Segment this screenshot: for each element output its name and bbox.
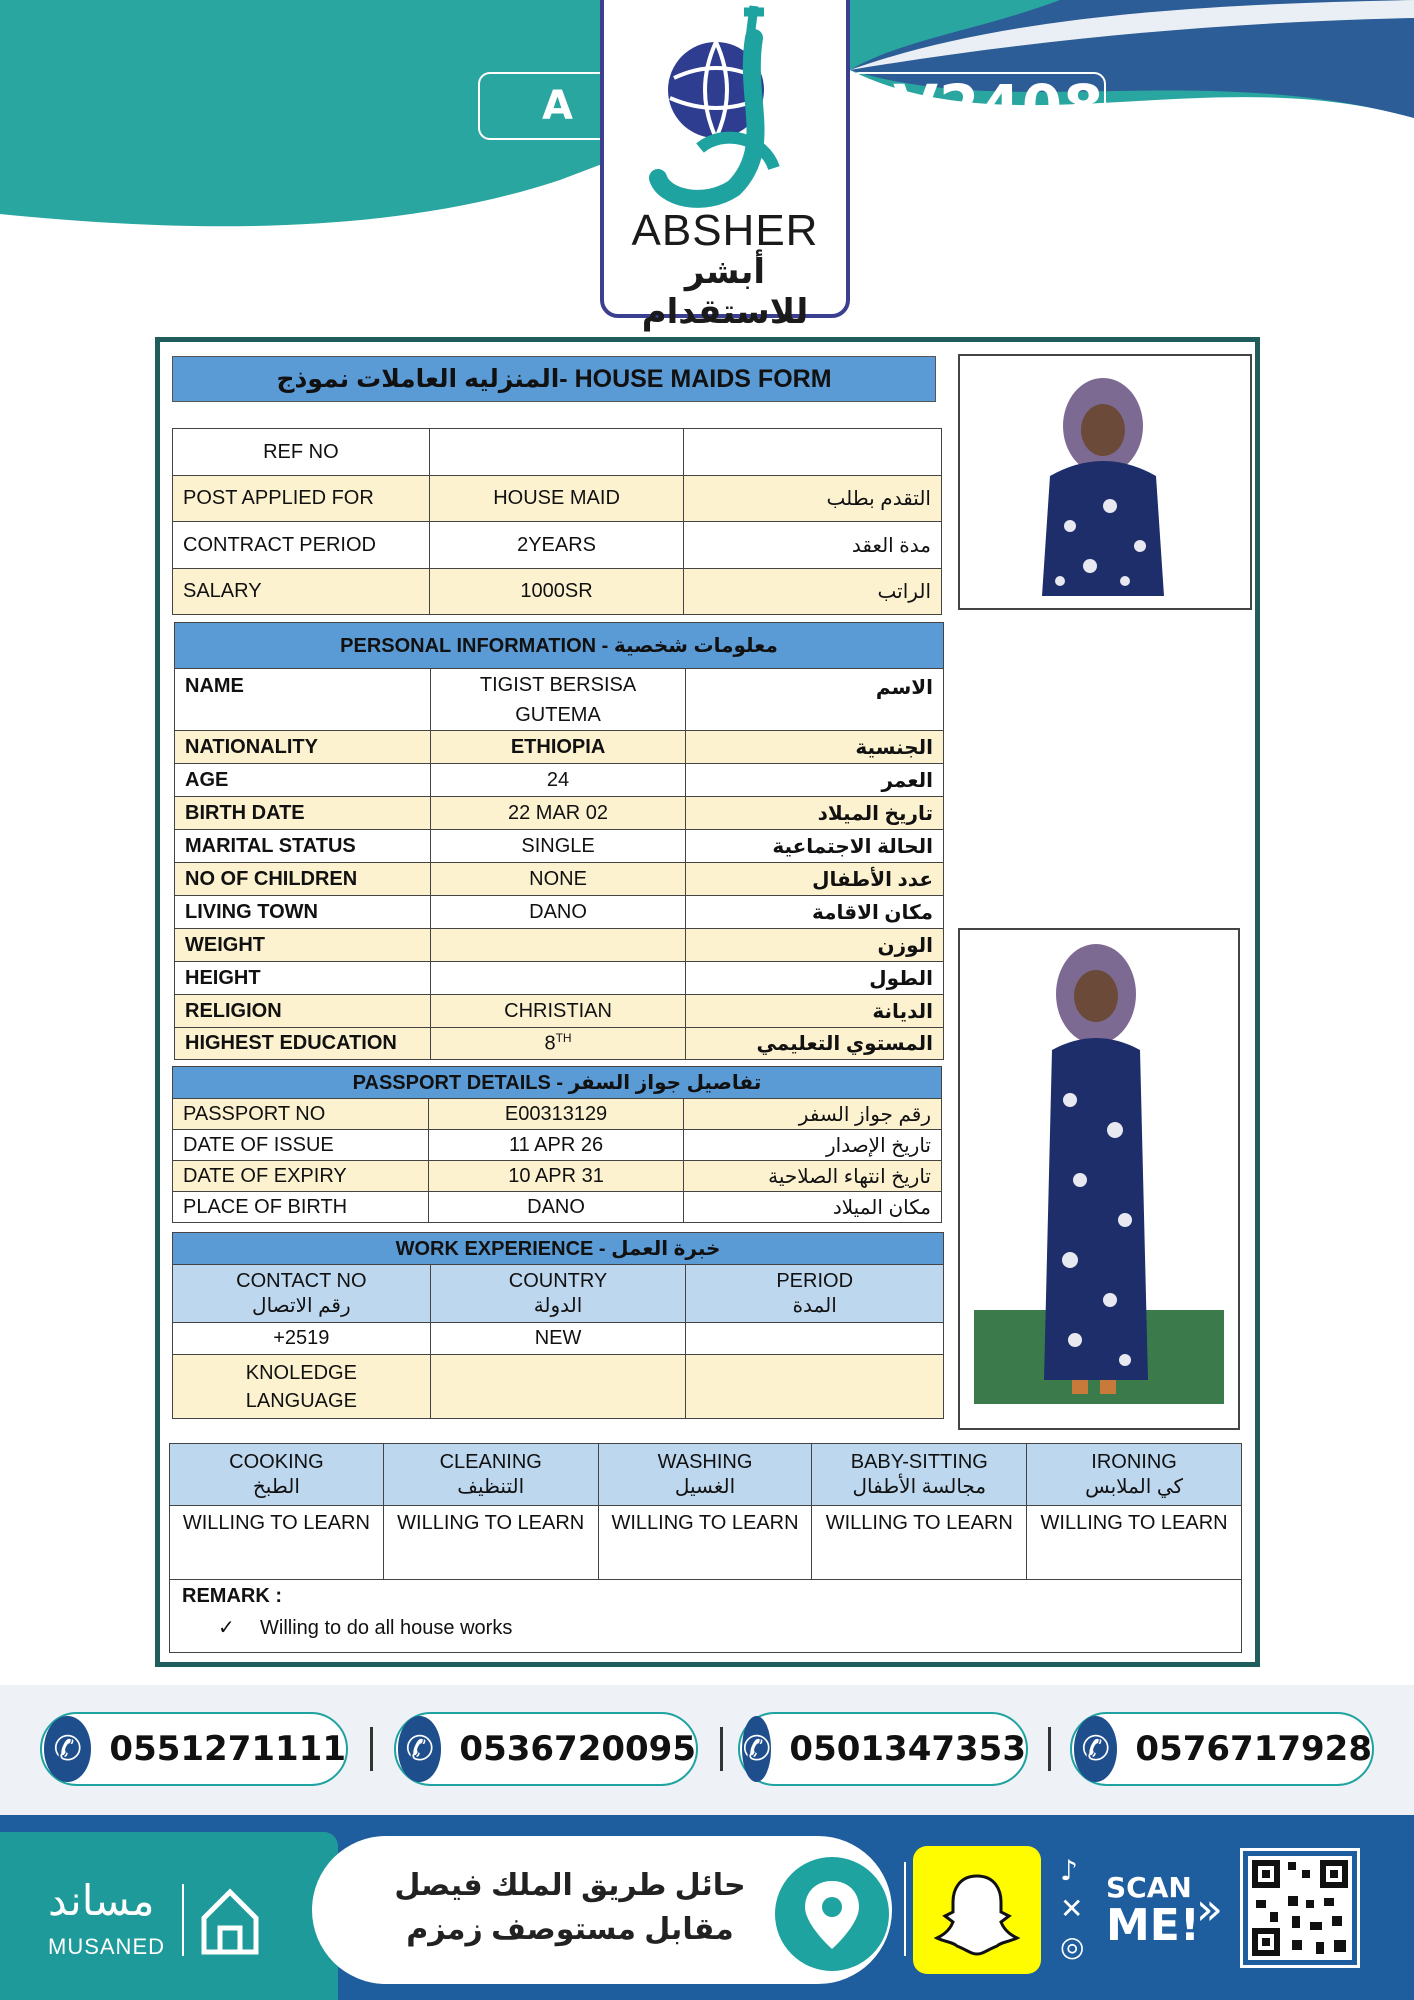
table-row xyxy=(173,1099,942,1130)
marital-status-value: SINGLE xyxy=(430,830,686,863)
phone-icon: ✆ xyxy=(1074,1716,1117,1782)
education-arabic: المستوي التعليمي xyxy=(686,1028,944,1060)
x-icon[interactable]: ✕ xyxy=(1060,1892,1084,1925)
table-row xyxy=(173,1161,942,1192)
birth-place-value: DANO xyxy=(428,1192,684,1223)
country-header: COUNTRY الدولة xyxy=(430,1265,686,1323)
religion-value: CHRISTIAN xyxy=(430,995,686,1028)
globe-logo-icon xyxy=(604,0,846,208)
nationality-arabic: الجنسية xyxy=(686,731,944,764)
passport-header: PASSPORT DETAILS - تفاصيل جواز السفر xyxy=(173,1067,942,1099)
skill-washing-header: WASHING الغسيل xyxy=(598,1444,812,1506)
ref-no-arabic xyxy=(684,429,942,476)
table-row xyxy=(173,429,942,476)
skill-cooking-value: WILLING TO LEARN xyxy=(170,1506,384,1580)
portrait-figure-icon xyxy=(960,356,1250,608)
education-value: 8TH xyxy=(430,1028,686,1060)
address-line-1: حائل طريق الملك فيصل xyxy=(394,1869,746,1902)
logo-arabic-text: أبشر للاستقدام xyxy=(641,253,809,331)
check-icon: ✓ xyxy=(218,1617,235,1639)
contact-no-value: +2519 xyxy=(173,1323,431,1355)
phone-pill-1[interactable] xyxy=(40,1712,348,1786)
nationality-label: NATIONALITY xyxy=(175,731,431,764)
tiktok-icon[interactable]: ♪ xyxy=(1060,1854,1078,1887)
snapchat-ghost-icon xyxy=(913,1846,1041,1974)
passport-no-label: PASSPORT NO xyxy=(173,1099,429,1130)
table-row xyxy=(173,1265,944,1323)
skill-babysitting-value: WILLING TO LEARN xyxy=(812,1506,1027,1580)
birth-place-arabic: مكان الميلاد xyxy=(684,1192,942,1223)
birth-place-label: PLACE OF BIRTH xyxy=(173,1192,429,1223)
issue-date-label: DATE OF ISSUE xyxy=(173,1130,429,1161)
skill-cooking-header: COOKING الطبخ xyxy=(170,1444,384,1506)
phone-number: 0551271111 xyxy=(109,1729,346,1769)
phone-number: 0536720095 xyxy=(459,1729,696,1769)
divider xyxy=(904,1862,906,1956)
issue-date-value: 11 APR 26 xyxy=(428,1130,684,1161)
scan-me-text: SCAN ME! xyxy=(1106,1871,1200,1951)
period-value xyxy=(686,1323,944,1355)
divider xyxy=(720,1727,723,1771)
marital-status-label: MARITAL STATUS xyxy=(175,830,431,863)
name-arabic: الاسم xyxy=(686,669,944,731)
divider xyxy=(182,1884,184,1956)
job-info-table xyxy=(172,428,942,615)
table-row xyxy=(173,522,942,569)
expiry-date-arabic: تاريخ انتهاء الصلاحية xyxy=(684,1161,942,1192)
age-label: AGE xyxy=(175,764,431,797)
table-row xyxy=(173,1192,942,1223)
contact-no-header: CONTACT NO رقم الاتصال xyxy=(173,1265,431,1323)
divider xyxy=(370,1727,373,1771)
nationality-value: ETHIOPIA xyxy=(430,731,686,764)
table-row xyxy=(175,962,944,995)
skill-ironing-header: IRONING كي الملابس xyxy=(1027,1444,1242,1506)
table-row xyxy=(173,569,942,615)
work-experience-header: WORK EXPERIENCE - خبرة العمل xyxy=(173,1233,944,1265)
table-row xyxy=(175,764,944,797)
table-row xyxy=(173,476,942,522)
remark-label: REMARK : xyxy=(182,1585,282,1607)
table-row xyxy=(175,797,944,830)
table-row xyxy=(175,995,944,1028)
expiry-date-label: DATE OF EXPIRY xyxy=(173,1161,429,1192)
phone-pill-2[interactable] xyxy=(394,1712,698,1786)
ref-no-label: REF NO xyxy=(173,429,430,476)
name-value: TIGIST BERSISA GUTEMA xyxy=(430,669,686,731)
education-label: HIGHEST EDUCATION xyxy=(175,1028,431,1060)
musaned-arabic: مساند xyxy=(48,1877,155,1924)
social-icons xyxy=(1060,1852,1084,1966)
location-pin-icon xyxy=(775,1857,889,1971)
passport-table xyxy=(172,1066,942,1223)
phone-pill-4[interactable] xyxy=(1070,1712,1374,1786)
salary-value: 1000SR xyxy=(429,569,684,615)
chevron-right-icon: » xyxy=(1196,1884,1223,1935)
post-applied-arabic: التقدم بطلب xyxy=(684,476,942,522)
skills-table xyxy=(169,1443,1242,1580)
salary-label: SALARY xyxy=(173,569,430,615)
table-row xyxy=(173,1355,944,1419)
weight-label: WEIGHT xyxy=(175,929,431,962)
phone-icon: ✆ xyxy=(44,1716,91,1782)
table-row xyxy=(170,1506,1242,1580)
musaned-logo xyxy=(0,1832,338,2000)
religion-arabic: الديانة xyxy=(686,995,944,1028)
letter-badge: A xyxy=(478,72,637,140)
skill-washing-value: WILLING TO LEARN xyxy=(598,1506,812,1580)
skill-babysitting-header: BABY-SITTING مجالسة الأطفال xyxy=(812,1444,1027,1506)
country-value: NEW xyxy=(430,1323,686,1355)
logo-english-text: ABSHER xyxy=(631,206,819,255)
living-town-label: LIVING TOWN xyxy=(175,896,431,929)
full-body-photo xyxy=(958,928,1240,1430)
issue-date-arabic: تاريخ الإصدار xyxy=(684,1130,942,1161)
work-experience-table xyxy=(172,1232,944,1419)
qr-code-icon xyxy=(1248,1856,1352,1960)
marital-status-arabic: الحالة الاجتماعية xyxy=(686,830,944,863)
phone-number: 0576717928 xyxy=(1135,1729,1372,1769)
period-header: PERIOD المدة xyxy=(686,1265,944,1323)
birth-date-arabic: تاريخ الميلاد xyxy=(686,797,944,830)
children-label: NO OF CHILDREN xyxy=(175,863,431,896)
age-arabic: العمر xyxy=(686,764,944,797)
weight-arabic: الوزن xyxy=(686,929,944,962)
phone-icon: ✆ xyxy=(398,1716,441,1782)
house-icon xyxy=(198,1882,262,1958)
children-value: NONE xyxy=(430,863,686,896)
passport-no-arabic: رقم جواز السفر xyxy=(684,1099,942,1130)
table-row xyxy=(170,1444,1242,1506)
children-arabic: عدد الأطفال xyxy=(686,863,944,896)
phone-icon: ✆ xyxy=(742,1716,771,1782)
knowledge-language-extra xyxy=(686,1355,944,1419)
table-row xyxy=(175,896,944,929)
height-label: HEIGHT xyxy=(175,962,431,995)
remark-box xyxy=(169,1579,1242,1653)
address-line-2: مقابل مستوصف زمزم xyxy=(406,1913,734,1946)
name-label: NAME xyxy=(175,669,431,731)
musaned-english: MUSANED xyxy=(48,1934,166,1959)
phone-pill-3[interactable] xyxy=(738,1712,1028,1786)
post-applied-value: HOUSE MAID xyxy=(429,476,684,522)
birth-date-label: BIRTH DATE xyxy=(175,797,431,830)
salary-arabic: الراتب xyxy=(684,569,942,615)
height-arabic: الطول xyxy=(686,962,944,995)
table-row xyxy=(175,830,944,863)
living-town-arabic: مكان الاقامة xyxy=(686,896,944,929)
table-row xyxy=(173,1130,942,1161)
contract-period-label: CONTRACT PERIOD xyxy=(173,522,430,569)
divider xyxy=(1048,1727,1051,1771)
personal-info-table xyxy=(174,622,944,1060)
skill-cleaning-value: WILLING TO LEARN xyxy=(383,1506,598,1580)
passport-no-value: E00313129 xyxy=(428,1099,684,1130)
height-value xyxy=(430,962,686,995)
table-row xyxy=(175,863,944,896)
table-row xyxy=(175,731,944,764)
religion-label: RELIGION xyxy=(175,995,431,1028)
phone-number: 0501347353 xyxy=(789,1729,1026,1769)
personal-info-header: PERSONAL INFORMATION - معلومات شخصية xyxy=(175,623,944,669)
expiry-date-value: 10 APR 31 xyxy=(428,1161,684,1192)
absher-logo xyxy=(600,0,850,331)
qr-code-button[interactable] xyxy=(1248,1856,1352,1960)
cv-code-badge: CV2408 xyxy=(849,72,1105,140)
full-body-figure-icon xyxy=(960,930,1238,1428)
contract-period-arabic: مدة العقد xyxy=(684,522,942,569)
form-title: المنزليه العاملات نموذج- HOUSE MAIDS FORM xyxy=(172,356,936,402)
ref-no-value xyxy=(429,429,684,476)
age-value: 24 xyxy=(430,764,686,797)
weight-value xyxy=(430,929,686,962)
location-pin-button[interactable] xyxy=(775,1857,889,1971)
table-row xyxy=(175,669,944,731)
knowledge-language-label: KNOLEDGE LANGUAGE xyxy=(173,1355,431,1419)
table-row xyxy=(175,929,944,962)
contract-period-value: 2YEARS xyxy=(429,522,684,569)
birth-date-value: 22 MAR 02 xyxy=(430,797,686,830)
knowledge-language-value xyxy=(430,1355,686,1419)
remark-text: Willing to do all house works xyxy=(260,1617,513,1639)
living-town-value: DANO xyxy=(430,896,686,929)
table-row xyxy=(175,1028,944,1060)
snapchat-code-button[interactable] xyxy=(913,1846,1041,1974)
skill-cleaning-header: CLEANING التنظيف xyxy=(383,1444,598,1506)
table-row xyxy=(173,1323,944,1355)
skill-ironing-value: WILLING TO LEARN xyxy=(1027,1506,1242,1580)
instagram-icon[interactable]: ◎ xyxy=(1060,1930,1085,1963)
portrait-photo xyxy=(958,354,1252,610)
post-applied-label: POST APPLIED FOR xyxy=(173,476,430,522)
